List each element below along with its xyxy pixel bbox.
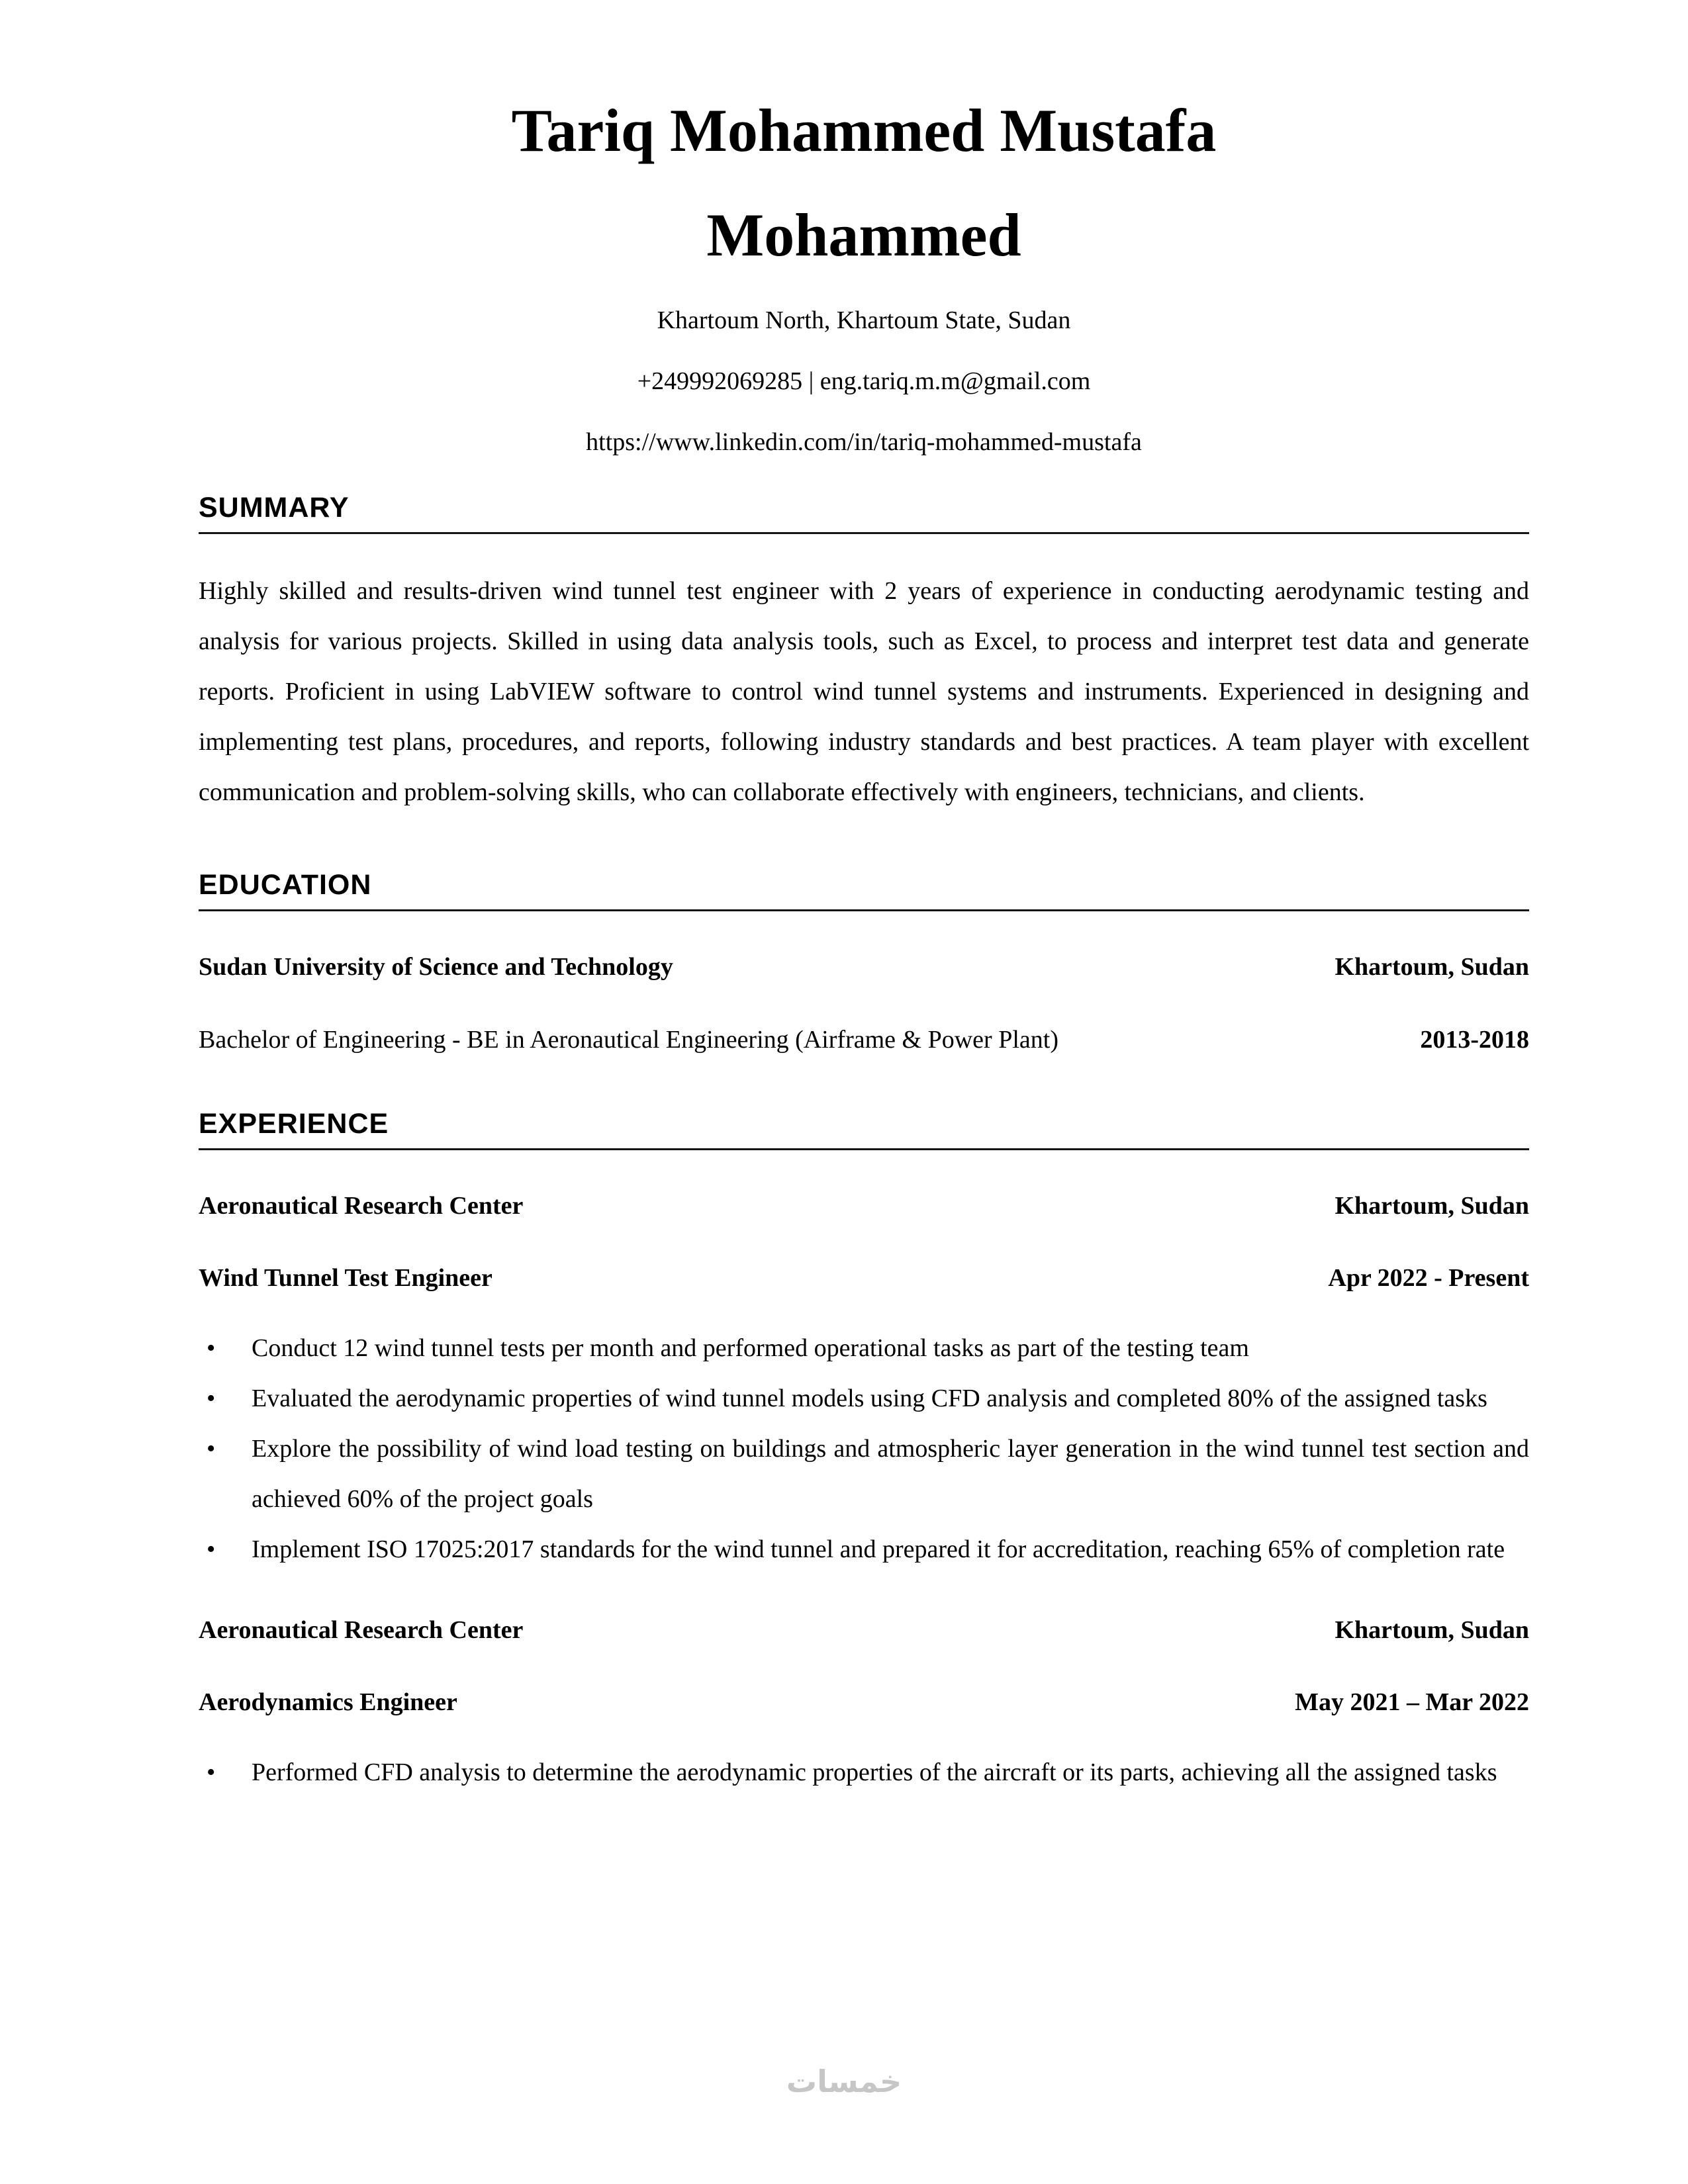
education-dates: 2013-2018 — [1420, 1025, 1529, 1054]
summary-section — [199, 492, 1529, 817]
job-bullet-list — [199, 1747, 1529, 1797]
bullet-item: • Explore the possibility of wind load testing on buildings and atmospheric layer generation in the wind tunnel test section and achieved 60% of the project goals — [199, 1424, 1529, 1524]
experience-section — [199, 1108, 1529, 1797]
company-location: Khartoum, Sudan — [1335, 1192, 1529, 1220]
resume-header — [199, 78, 1529, 457]
job-entry — [199, 1190, 1529, 1574]
job-bullet-list — [199, 1323, 1529, 1574]
job-entry — [199, 1614, 1529, 1797]
degree-name: Bachelor of Engineering - BE in Aeronautical Engineering (Airframe & Power Plant) — [199, 1025, 1058, 1054]
summary-heading: SUMMARY — [199, 492, 1529, 534]
person-name: Tariq Mohammed Mustafa Mohammed — [511, 97, 1217, 269]
location-line: Khartoum North, Khartoum State, Sudan — [657, 306, 1071, 335]
job-title: Wind Tunnel Test Engineer — [199, 1264, 492, 1293]
bullet-item: • Implement ISO 17025:2017 standards for the wind tunnel and prepared it for accreditation, reaching 65% of completion rate — [199, 1524, 1529, 1574]
job-company-row — [199, 1614, 1529, 1647]
job-title-row — [199, 1262, 1529, 1295]
school-location: Khartoum, Sudan — [1335, 953, 1529, 981]
bullet-item: • Evaluated the aerodynamic properties of wind tunnel models using CFD analysis and completed 80% of the assigned tasks — [199, 1373, 1529, 1424]
summary-text: Highly skilled and results-driven wind tunnel test engineer with 2 years of experience in conducting aerodynamic testing and analysis for various projects. Skilled in using data analysis tools, such as Excel, to process and interpret test data and generate reports. Proficient in using LabVIEW software to control wind tunnel systems and instruments. Experienced in designing and implementing test plans, procedures, and reports, following industry standards and best practices. A team player with excellent communication and problem-solving skills, who can collaborate effectively with engineers, technicians, and clients. — [199, 577, 1529, 807]
company-name: Aeronautical Research Center — [199, 1192, 524, 1220]
company-location: Khartoum, Sudan — [1335, 1615, 1529, 1644]
job-dates: May 2021 – Mar 2022 — [1295, 1688, 1529, 1717]
education-degree-row — [199, 1024, 1529, 1056]
khamsat-watermark: خمسات — [786, 2064, 902, 2099]
education-heading: EDUCATION — [199, 869, 1529, 911]
company-name: Aeronautical Research Center — [199, 1615, 524, 1644]
experience-heading: EXPERIENCE — [199, 1108, 1529, 1150]
education-school-row — [199, 951, 1529, 983]
linkedin-url: https://www.linkedin.com/in/tariq-mohammed-mustafa — [586, 428, 1142, 456]
bullet-item: • Performed CFD analysis to determine the aerodynamic properties of the aircraft or its parts, achieving all the assigned tasks — [199, 1747, 1529, 1797]
job-title: Aerodynamics Engineer — [199, 1688, 457, 1717]
education-section — [199, 869, 1529, 1056]
job-company-row — [199, 1190, 1529, 1222]
job-dates: Apr 2022 - Present — [1328, 1264, 1529, 1293]
job-title-row — [199, 1686, 1529, 1719]
school-name: Sudan University of Science and Technology — [199, 953, 673, 981]
phone-email-line: +249992069285 | eng.tariq.m.m@gmail.com — [637, 367, 1091, 396]
bullet-item: • Conduct 12 wind tunnel tests per month and performed operational tasks as part of the testing team — [199, 1323, 1529, 1373]
